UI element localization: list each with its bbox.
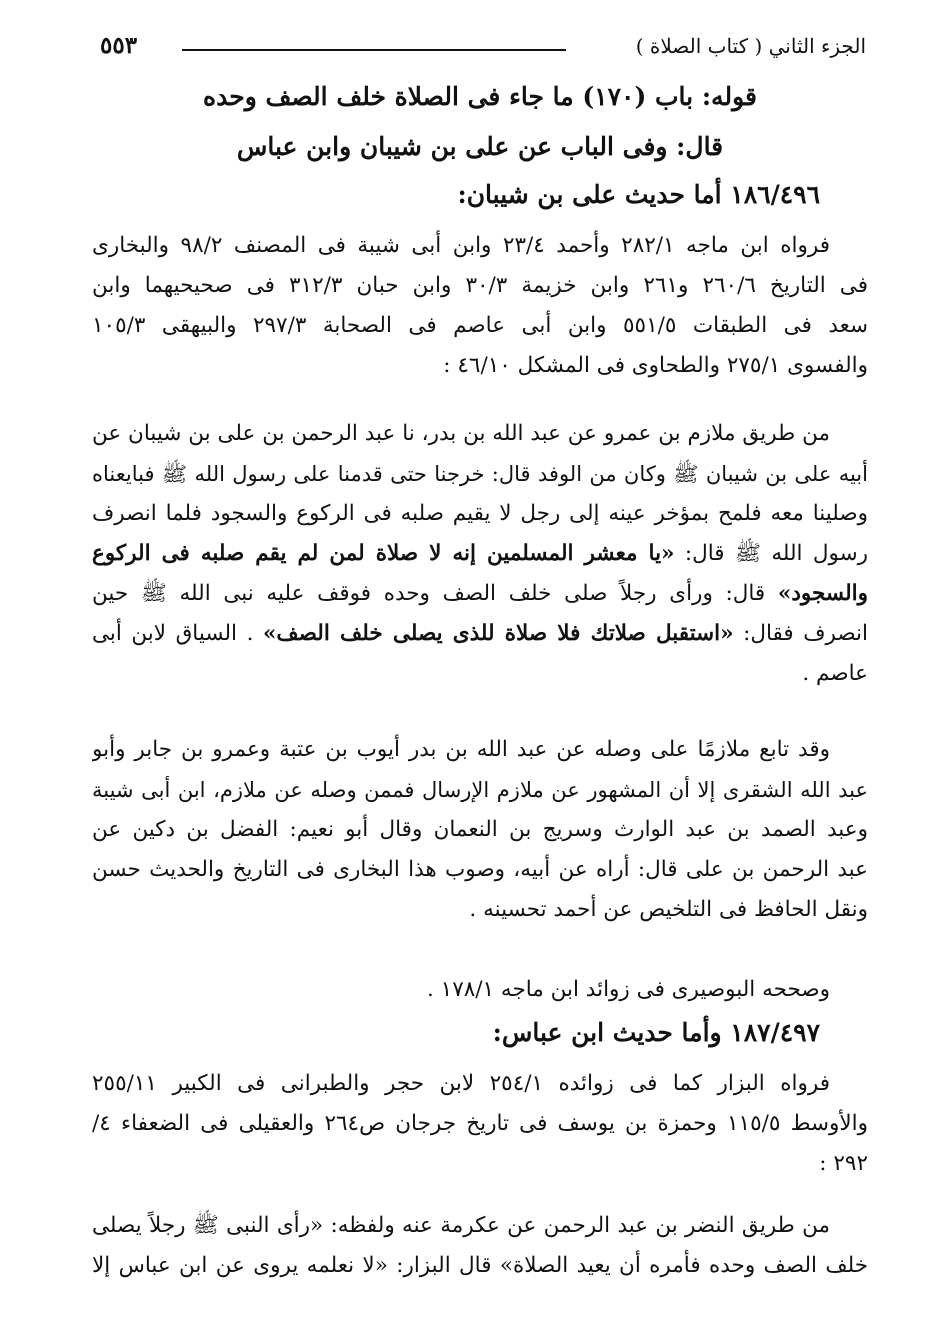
text-line: فى التاريخ ٢٦٠/٦ و٢٦١ وابن خزيمة ٣٠/٣ وابن حبان ٣١٢/٣ فى صحيحيهما وابن [92, 273, 868, 298]
text-line: أبيه على بن شيبان ﷺ وكان من الوفد قال: خرجنا حتى قدمنا على رسول الله ﷺ فبايعناه [92, 462, 868, 486]
text-line: سعد فى الطبقات ٥٥١/٥ وابن أبى عاصم فى الصحابة ٢٩٧/٣ والبيهقى ١٠٥/٣ [92, 313, 868, 338]
text-line: عاصم . [802, 661, 868, 686]
text-run: . السياق لابن أبى [92, 621, 263, 646]
text-line: من طريق ملازم بن عمرو عن عبد الله بن بدر، نا عبد الرحمن بن على بن شيبان عن [92, 421, 830, 446]
hadith-quote: والسجود» [777, 581, 868, 606]
hadith-1-narration-paragraph [92, 414, 868, 694]
hadith-quote: «استقبل صلاتك فلا صلاة للذى يصلى خلف الصف» [262, 621, 734, 646]
text-line: ونقل الحافظ فى التلخيص عن أحمد تحسينه . [469, 897, 868, 922]
chapter-title: قوله: باب (١٧٠) ما جاء فى الصلاة خلف الصف وحده [203, 82, 757, 111]
text-run: رسول الله ﷺ قال: [674, 541, 868, 566]
header-rule [182, 49, 566, 51]
text-line [92, 574, 868, 614]
text-line: وصلينا معه فلمح بمؤخر عينه إلى رجل لا يقيم صلبه فى الركوع والسجود فلما انصرف [92, 501, 868, 526]
text-line: فرواه البزار كما فى زوائده ٢٥٤/١ لابن حجر والطبرانى فى الكبير ٢٥٥/١١ [92, 1071, 830, 1096]
hadith-2-narration-paragraph [92, 1206, 868, 1286]
text-line: عبد الرحمن بن على قال: أراه عن أبيه، وصوب هذا البخارى فى التاريخ والحديث حسن [92, 857, 868, 882]
hadith-1-sources-paragraph [92, 226, 868, 386]
hadith-1-grading-paragraph [92, 730, 868, 930]
hadith-quote: «يا معشر المسلمين إنه لا صلاة لمن لم يقم صلبه فى الركوع [92, 541, 675, 566]
text-line [92, 614, 868, 654]
text-line: خلف الصف وحده فأمره أن يعيد الصلاة» قال البزار: «لا نعلمه يروى عن ابن عباس إلا [92, 1253, 868, 1278]
running-header-title: الجزء الثاني ( كتاب الصلاة ) [635, 34, 866, 58]
text-line: من طريق النضر بن عبد الرحمن عن عكرمة عنه ولفظه: «رأى النبى ﷺ رجلاً يصلى [92, 1213, 830, 1238]
text-line: والفسوى ٢٧٥/١ والطحاوى فى المشكل ٤٦/١٠ : [443, 353, 868, 378]
text-line: والأوسط ١١٥/٥ وحمزة بن يوسف فى تاريخ جرجان ص٢٦٤ والعقيلى فى الضعفاء ٤/ [92, 1111, 868, 1136]
chapter-subtitle: قال: وفى الباب عن على بن شيبان وابن عباس [236, 132, 724, 161]
text-line: وعبد الصمد بن عبد الوارث وسريج بن النعمان وقال أبو نعيم: الفضل بن دكين عن [92, 817, 868, 842]
hadith-2-heading: ١٨٧/٤٩٧ وأما حديث ابن عباس: [492, 1018, 820, 1047]
hadith-1-heading: ١٨٦/٤٩٦ أما حديث على بن شيبان: [457, 180, 820, 209]
page-number: ٥٥٣ [100, 32, 138, 59]
hadith-1-authentication-line: وصححه البوصيرى فى زوائد ابن ماجه ١٧٨/١ . [426, 977, 830, 1002]
text-run: قال: ورأى رجلاً صلى خلف الصف وحده فوقف عليه نبى الله ﷺ حين [92, 581, 778, 606]
text-line: عبد الله الشقرى إلا أن المشهور عن ملازم الإرسال فممن وصله عن ملازم، ابن أبى شيبة [92, 778, 868, 802]
page-header [100, 30, 866, 70]
text-line [92, 534, 868, 574]
text-line: ٢٩٢ : [819, 1151, 868, 1176]
text-line: وقد تابع ملازمًا على وصله عن عبد الله بن بدر أيوب بن عتبة وعمرو بن جابر وأبو [92, 737, 830, 762]
hadith-2-sources-paragraph [92, 1064, 868, 1184]
text-line: فرواه ابن ماجه ٢٨٢/١ وأحمد ٢٣/٤ وابن أبى شيبة فى المصنف ٩٨/٢ والبخارى [92, 233, 830, 258]
text-run: انصرف فقال: [733, 621, 868, 646]
